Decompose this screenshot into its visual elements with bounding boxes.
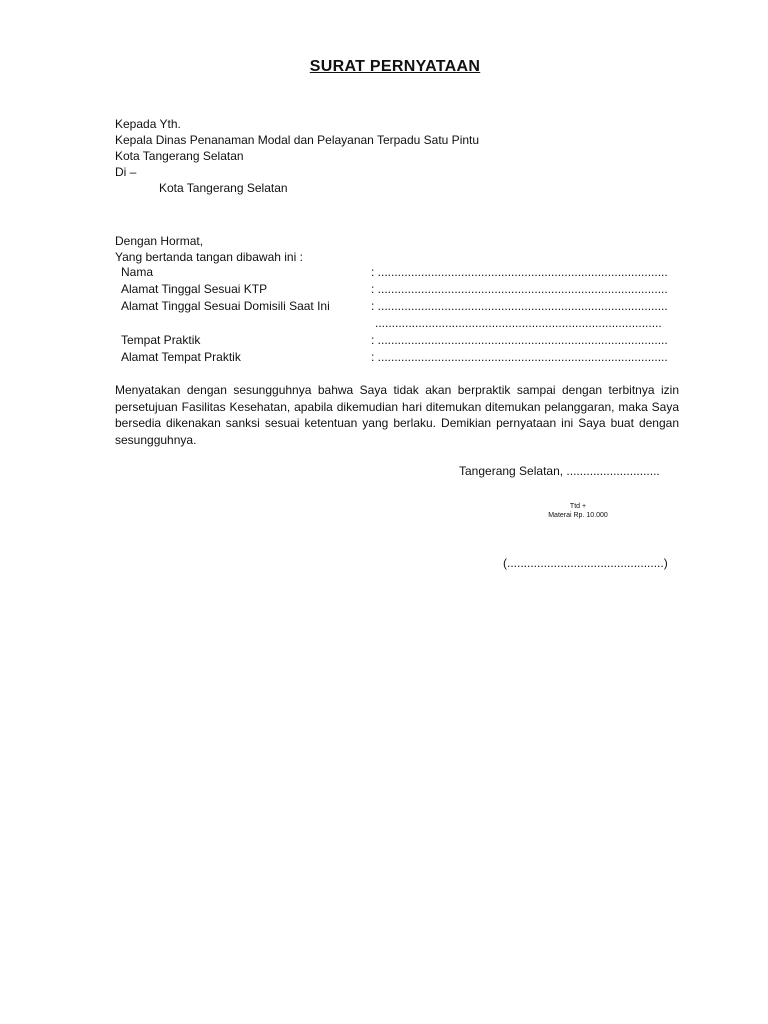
recipient-line-3: Di – — [115, 165, 137, 179]
greeting: Dengan Hormat, — [115, 234, 204, 248]
field-value-alamat-domisili: : ....................................................................................... — [371, 299, 668, 313]
stamp-line-2: Materai Rp. 10.000 — [548, 512, 608, 519]
field-label-nama: Nama — [121, 265, 154, 279]
field-label-alamat-domisili: Alamat Tinggal Sesuai Domisili Saat Ini — [121, 299, 330, 313]
field-label-tempat-praktik: Tempat Praktik — [121, 333, 201, 347]
document-title: SURAT PERNYATAAN — [309, 58, 481, 75]
field-label-alamat-praktik: Alamat Tempat Praktik — [121, 350, 241, 364]
intro-text: Yang bertanda tangan dibawah ini : — [115, 250, 303, 264]
field-value-nama: : ....................................................................................... — [371, 265, 668, 279]
field-value-tempat-praktik: : ....................................................................................... — [371, 333, 668, 347]
recipient-line-2: Kota Tangerang Selatan — [115, 149, 244, 163]
recipient-line-4: Kota Tangerang Selatan — [159, 181, 288, 195]
recipient-line-1: Kepala Dinas Penanaman Modal dan Pelayanan Terpadu Satu Pintu — [115, 133, 480, 147]
field-label-alamat-ktp: Alamat Tinggal Sesuai KTP — [121, 282, 268, 296]
statement-paragraph: Menyatakan dengan sesungguhnya bahwa Saya tidak akan berpraktik sampai dengan terbitnya izin persetujuan Fasilitas Kesehatan, apabila dikemudian hari ditemukan ditemukan pelanggaran, maka Saya bersedia dikenakan sanksi sesuai ketentuan yang berlaku. Demikian pernyataan ini Saya buat dengan sesungguhnya. — [115, 383, 679, 447]
field-value-alamat-ktp: : ....................................................................................... — [371, 282, 668, 296]
signature-line: (...............................................) — [503, 556, 668, 570]
field-value-alamat-praktik: : ....................................................................................... — [371, 350, 668, 364]
place-date: Tangerang Selatan, ............................ — [459, 464, 660, 478]
recipient-salutation: Kepada Yth. — [115, 117, 181, 131]
stamp-note — [520, 502, 636, 520]
stamp-line-1: Ttd + — [569, 503, 587, 510]
field-value-alamat-domisili-cont: ...................................................................................... — [375, 316, 662, 330]
